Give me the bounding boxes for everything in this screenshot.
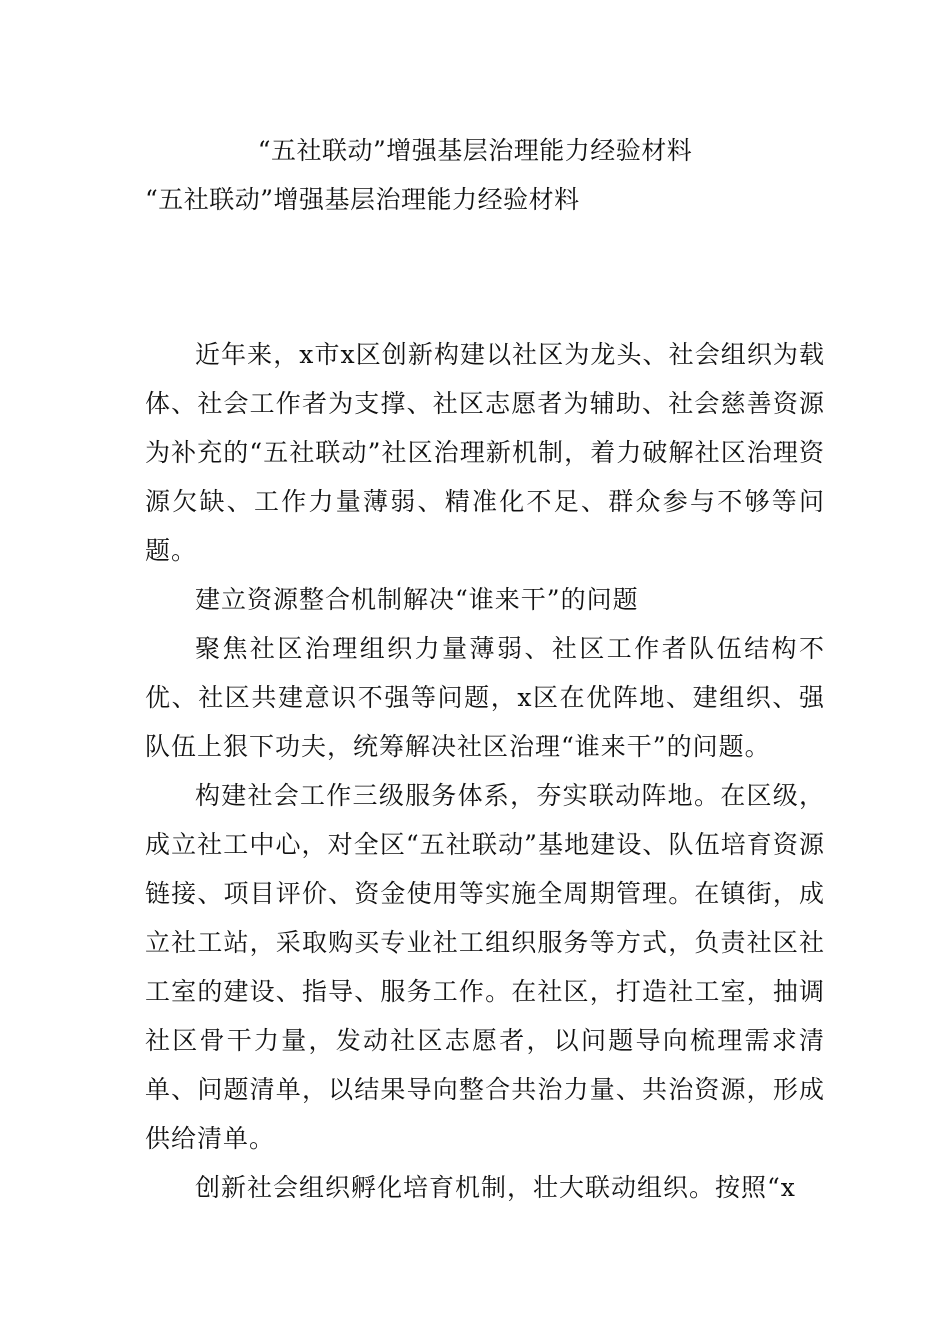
document-title: “五社联动”增强基层治理能力经验材料	[257, 136, 693, 165]
paragraph-focus: 聚焦社区治理组织力量薄弱、社区工作者队伍结构不优、社区共建意识不强等问题，x区在优阵地、建组织、强队伍上狠下功夫，统筹解决社区治理“谁来干”的问题。	[145, 634, 825, 761]
paragraph-service-system: 构建社会工作三级服务体系，夯实联动阵地。在区级，成立社工中心，对全区“五社联动”基地建设、队伍培育资源链接、项目评价、资金使用等实施全周期管理。在镇街，成立社工站，采取购买专业社工组织服务等方式，负责社区社工室的建设、指导、服务工作。在社区，打造社工室，抽调社区骨干力量，发动社区志愿者，以问题导向梳理需求清单、问题清单，以结果导向整合共治力量、共治资源，形成供给清单。	[145, 781, 825, 1153]
document-title-repeated: “五社联动”增强基层治理能力经验材料	[145, 185, 580, 214]
paragraph-intro: 近年来，x市x区创新构建以社区为龙头、社会组织为载体、社会工作者为支撑、社区志愿者为辅助、社会慈善资源为补充的“五社联动”社区治理新机制，着力破解社区治理资源欠缺、工作力量薄弱、精准化不足、群众参与不够等问题。	[145, 340, 825, 565]
document-body	[145, 330, 825, 1212]
paragraph-incubation: 创新社会组织孵化培育机制，壮大联动组织。按照“x	[195, 1173, 796, 1202]
section-heading: 建立资源整合机制解决“谁来干”的问题	[195, 585, 639, 614]
